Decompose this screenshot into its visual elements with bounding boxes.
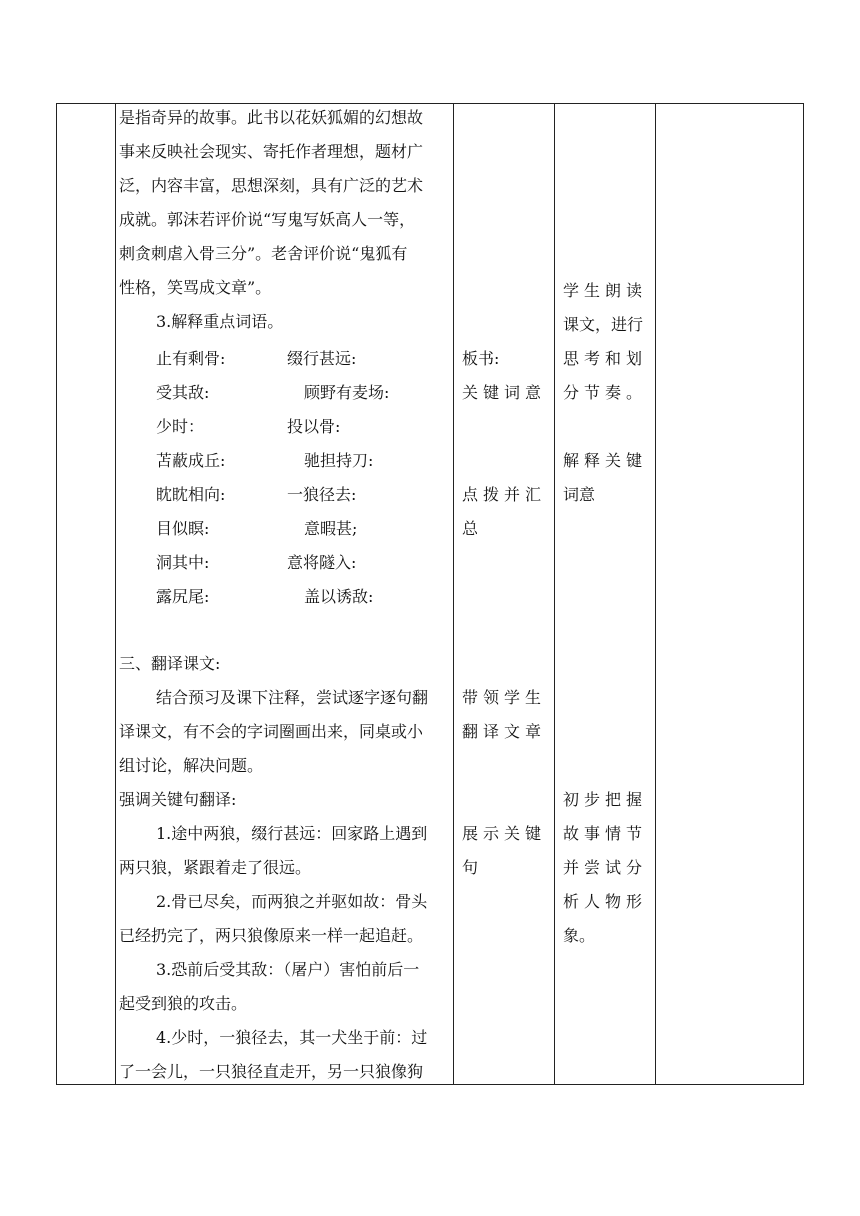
- vocab-term: 苫蔽成丘:: [156, 451, 226, 470]
- column-divider: [453, 104, 454, 1084]
- content-line: 结合预习及课下注释，尝试逐字逐句翻: [156, 688, 429, 707]
- content-line: 2.骨已尽矣，而两狼之并驱如故：骨头: [156, 892, 428, 911]
- vocab-term: 眈眈相向:: [156, 485, 226, 504]
- content-line: 两只狼，紧跟着走了很远。: [119, 858, 312, 877]
- teacher-note: 翻译文章: [462, 722, 547, 741]
- vocab-term: 受其敌:: [156, 383, 210, 402]
- content-line: 是指奇异的故事。此书以花妖狐媚的幻想故: [119, 108, 424, 127]
- content-line: 3.恐前后受其敌：（屠户）害怕前后一: [156, 960, 420, 979]
- content-line: 刺贪刺虐入骨三分”。老舍评价说“鬼狐有: [119, 244, 408, 263]
- section-heading: 三、翻译课文:: [119, 654, 221, 673]
- student-note: 故事情节: [563, 824, 648, 843]
- content-line: 起受到狼的攻击。: [119, 994, 248, 1013]
- lesson-plan-table: [56, 103, 804, 1085]
- vocab-term: 投以骨:: [287, 417, 341, 436]
- vocab-term: 顾野有麦场:: [304, 383, 390, 402]
- content-line: 已经扔完了，两只狼像原来一样一起追赶。: [119, 926, 424, 945]
- content-line: 译课文，有不会的字词圈画出来，同桌或小: [119, 722, 424, 741]
- student-note: 并尝试分: [563, 858, 648, 877]
- content-line: 强调关键句翻译:: [119, 790, 237, 809]
- student-note: 学生朗读: [563, 281, 648, 300]
- content-heading: 3.解释重点词语。: [156, 312, 284, 331]
- notes-column: [655, 104, 805, 1084]
- teacher-note: 句: [462, 858, 479, 877]
- student-note: 词意: [563, 485, 596, 504]
- vocab-term: 缀行甚远:: [287, 349, 357, 368]
- column-divider: [554, 104, 555, 1084]
- vocab-term: 露尻尾:: [156, 587, 210, 606]
- student-note: 思考和划: [563, 349, 648, 368]
- content-line: 成就。郭沫若评价说“写鬼写妖高人一等，: [119, 210, 416, 229]
- vocab-term: 一狼径去:: [287, 485, 357, 504]
- vocab-term: 目似瞑:: [156, 519, 210, 538]
- content-line: 组讨论，解决问题。: [119, 756, 264, 775]
- student-note: 象。: [563, 926, 596, 945]
- content-line: 事来反映社会现实、寄托作者理想，题材广: [119, 142, 424, 161]
- student-note: 课文，进行: [563, 315, 644, 334]
- teacher-note: 展示关键: [462, 824, 547, 843]
- teacher-note: 点拨并汇: [462, 485, 547, 504]
- content-line: 性格，笑骂成文章”。: [119, 278, 272, 297]
- student-note: 析人物形: [563, 892, 648, 911]
- teacher-note: 总: [462, 519, 479, 538]
- content-line: 1.途中两狼，缀行甚远：回家路上遇到: [156, 824, 428, 843]
- student-note: 分节奏。: [563, 383, 648, 402]
- vocab-term: 少时：: [156, 417, 205, 436]
- teacher-note: 带领学生: [462, 688, 547, 707]
- content-line: 了一会儿，一只狼径直走开，另一只狼像狗: [119, 1062, 424, 1081]
- vocab-term: 洞其中:: [156, 553, 210, 572]
- vocab-term: 盖以诱敌:: [304, 587, 374, 606]
- column-divider: [115, 104, 116, 1084]
- student-note: 初步把握: [563, 790, 648, 809]
- vocab-term: 意暇甚;: [304, 519, 358, 538]
- teacher-note: 板书:: [462, 349, 500, 368]
- content-line: 泛，内容丰富，思想深刻，具有广泛的艺术: [119, 176, 424, 195]
- student-note: 解释关键: [563, 451, 648, 470]
- teacher-note: 关键词意: [462, 383, 547, 402]
- content-line: 4.少时，一狼径去，其一犬坐于前：过: [156, 1028, 428, 1047]
- vocab-term: 止有剩骨:: [156, 349, 226, 368]
- vocab-term: 驰担持刀:: [304, 451, 374, 470]
- vocab-term: 意将隧入:: [287, 553, 357, 572]
